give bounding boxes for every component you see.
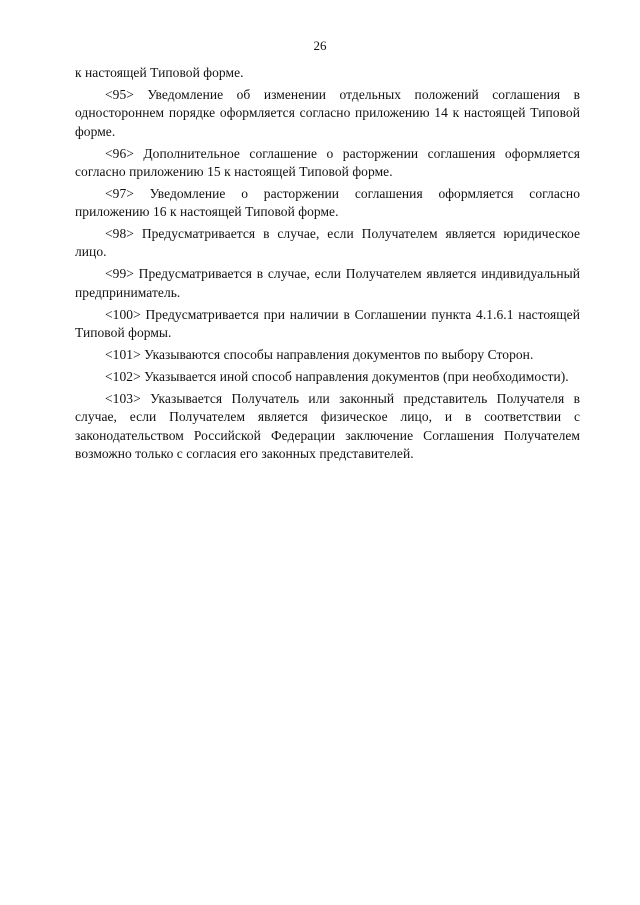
footnote-95: <95> Уведомление об изменении отдельных положений соглашения в одностороннем порядке оформляется согласно приложению 14 к настоящей Типовой форме. xyxy=(75,86,580,139)
footnote-100: <100> Предусматривается при наличии в Соглашении пункта 4.1.6.1 настоящей Типовой формы. xyxy=(75,306,580,340)
document-body xyxy=(75,64,580,467)
footnote-98: <98> Предусматривается в случае, если Получателем является юридическое лицо. xyxy=(75,226,580,260)
paragraph-continuation: к настоящей Типовой форме. xyxy=(75,65,244,80)
footnote-96: <96> Дополнительное соглашение о расторжении соглашения оформляется согласно приложению 15 к настоящей Типовой форме. xyxy=(75,145,580,179)
footnote-97: <97> Уведомление о расторжении соглашения оформляется согласно приложению 16 к настоящей Типовой форме. xyxy=(75,185,580,220)
footnote-101: <101> Указываются способы направления документов по выбору Сторон. xyxy=(105,346,534,362)
footnote-103: <103> Указывается Получатель или законный представитель Получателя в случае, если Получателем является физическое лицо, и в соответствии с законодательством Российской Федерации заключение Соглашения Получателем возможно только с согласия его законных представителей. xyxy=(75,390,580,461)
footnote-102: <102> Указывается иной способ направления документов (при необходимости). xyxy=(105,368,569,384)
footnote-99: <99> Предусматривается в случае, если Получателем является индивидуальный предприниматель. xyxy=(75,266,580,300)
page-number: 26 xyxy=(313,38,327,53)
